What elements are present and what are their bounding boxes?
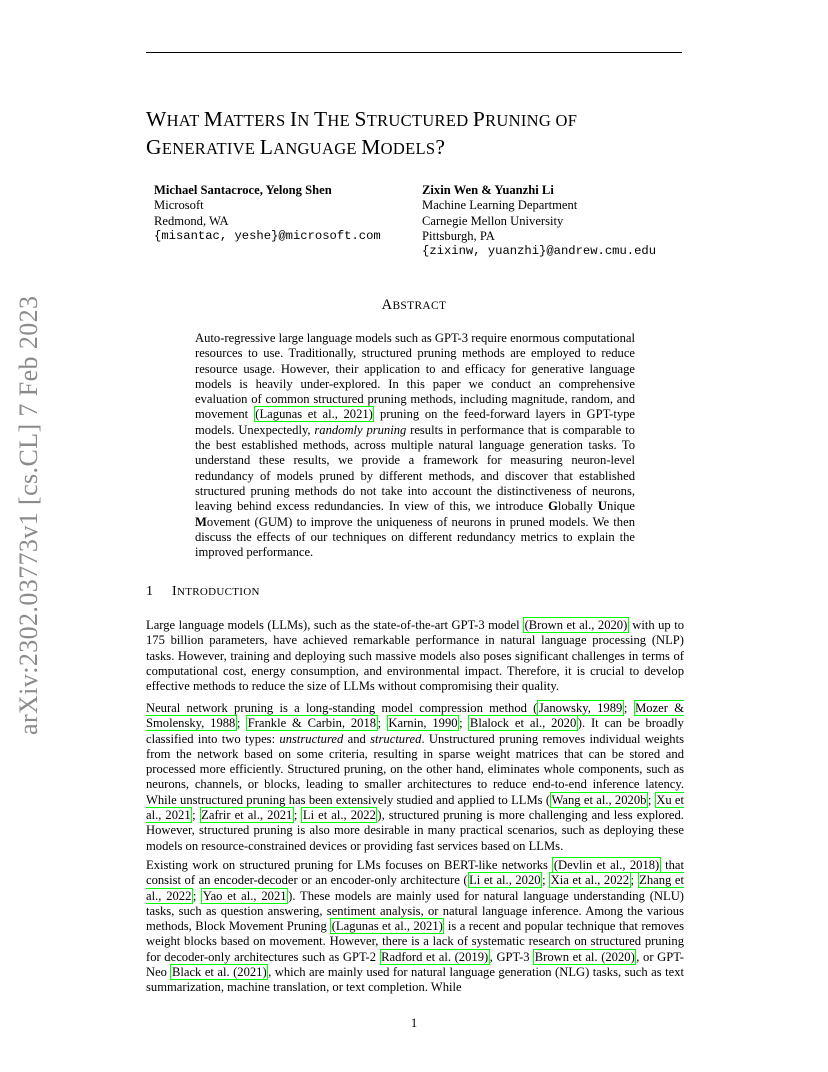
text-run: Auto-regressive large language models such as GPT-3 require enormous computational resources to use. Traditionally, structured pruning methods are employed to reduce resource usage. However, their application to and efficacy for generative language models is heavily under-explored. In this paper we conduct an comprehensive evaluation of common structured pruning methods, including magnitude, random, and movement: [195, 331, 635, 422]
citation-link[interactable]: Zhang et al., 2022: [146, 873, 684, 903]
title-capital: ?: [435, 135, 446, 159]
text-run: ;: [377, 716, 387, 731]
title-small-caps: HAT: [166, 111, 204, 130]
text-run: Existing work on structured pruning for LMs focuses on BERT-like networks: [146, 858, 553, 872]
text-run: , which are mainly used for natural language generation (NLG) tasks, such as text summarization, machine translation, or text completion. While: [146, 965, 684, 995]
text-run: ;: [630, 873, 638, 888]
author-names: Michael Santacroce, Yelong Shen: [154, 183, 332, 197]
bold-initial: U: [597, 499, 608, 514]
citation-link[interactable]: Zafrir et al., 2021: [201, 808, 293, 823]
section-title-initial: I: [172, 584, 177, 599]
text-run: results in performance that is comparable to the best established methods, across multiple natural language generation tasks. To understand these results, we provide a framework for measuring neuron-level redundancy of models pruned by different methods, and discover that established structured pruning methods do not take into account the distinctiveness of neurons, leaving behind excess redundancies. In view of this, we introduce: [195, 422, 635, 514]
emphasis-text: structured: [370, 731, 422, 746]
arxiv-identifier: arXiv:2302.03773v1 [cs.CL] 7 Feb 2023: [14, 295, 43, 735]
title-small-caps: ODELS: [380, 139, 436, 158]
author-block-right: [422, 183, 656, 259]
text-run: ). It can be broadly classified into two types:: [146, 716, 684, 746]
emphasis-text: randomly pruning: [314, 422, 407, 437]
text-run: ;: [192, 888, 202, 903]
citation-link[interactable]: Li et al., 2022: [302, 808, 376, 823]
text-run: and: [343, 731, 371, 746]
citation-link[interactable]: Xu et al., 2021: [146, 792, 684, 823]
text-run: Neural network pruning is a long-standing model compression method (: [146, 701, 538, 715]
text-run: ;: [623, 701, 634, 715]
text-run: with up to 175 billion parameters, have achieved remarkable performance in natural language processing (NLP) tasks. However, training and deploying such massive models also poses significant challenges in terms of computational cost, energy consumption, and environmental impact. Therefore, it is crucial to develop effective methods to reduce the size of LLMs without compromising their quality.: [146, 618, 684, 694]
title-line-1: [146, 106, 706, 134]
paragraph-1: [146, 618, 684, 694]
title-small-caps: RUNING OF: [485, 111, 578, 130]
text-run: ), structured pruning is more challenging and less explored. However, structured pruning is also more desirable in many practical scenarios, such as deploying these models on resource-constrained devices or providing fast services based on LLMs.: [146, 808, 684, 853]
citation-link[interactable]: (Lagunas et al., 2021): [331, 919, 443, 934]
title-capital: I: [289, 107, 298, 131]
abstract-heading-initial: A: [381, 297, 393, 313]
text-run: lobally: [557, 499, 598, 514]
section-title-rest: NTRODUCTION: [176, 586, 260, 598]
title-capital: P: [472, 107, 486, 131]
title-capital: T: [313, 107, 328, 131]
citation-link[interactable]: (Lagunas et al., 2021): [255, 407, 373, 422]
title-capital: W: [146, 107, 167, 131]
title-small-caps: TRUCTURED: [366, 111, 473, 130]
bold-initial: M: [195, 514, 207, 529]
text-run: ;: [459, 716, 469, 731]
text-run: , GPT-3: [489, 949, 534, 964]
author-email: {zixinw, yuanzhi}@andrew.cmu.edu: [422, 244, 657, 259]
citation-link[interactable]: Brown et al. (2020): [534, 949, 635, 964]
text-run: ;: [542, 873, 550, 888]
title-small-caps: HE: [327, 111, 355, 130]
citation-link[interactable]: Xia et al., 2022: [550, 873, 630, 888]
title-capital: M: [203, 107, 224, 131]
title-small-caps: ENERATIVE: [161, 139, 260, 158]
text-run: pruning on the feed-forward layers in GPT-type models. Unexpectedly,: [195, 407, 636, 437]
text-run: ovement (GUM) to improve the uniqueness of neurons in pruned models. We then discuss the effects of our techniques on different redundancy metrics to explain the improved performance.: [195, 514, 635, 560]
bold-initial: G: [548, 499, 558, 514]
abstract-heading-rest: BSTRACT: [392, 300, 447, 312]
citation-link[interactable]: Karnin, 1990: [388, 716, 458, 731]
title-small-caps: ATTERS: [223, 111, 290, 130]
citation-link[interactable]: Wang et al., 2020b: [551, 792, 647, 807]
citation-link[interactable]: Blalock et al., 2020: [469, 716, 577, 731]
title-small-caps: ANGUAGE: [273, 139, 362, 158]
citation-link[interactable]: Janowsky, 1989: [538, 701, 623, 715]
paper-title: [146, 106, 706, 162]
author-email: {misantac, yeshe}@microsoft.com: [154, 228, 381, 243]
text-run: that consist of an encoder-decoder or an encoder-only architecture (: [146, 858, 684, 888]
citation-link[interactable]: (Brown et al., 2020): [524, 618, 628, 632]
section-number: 1: [146, 584, 154, 599]
author-affiliation: Microsoft: [154, 198, 204, 213]
author-affiliation: Carnegie Mellon University: [422, 213, 564, 228]
paragraph-3: [146, 858, 684, 996]
citation-link[interactable]: Frankle & Carbin, 2018: [247, 716, 377, 731]
text-run: ;: [192, 808, 200, 823]
emphasis-text: unstructured: [279, 731, 344, 746]
paragraph-2: [146, 701, 684, 854]
title-line-2: [146, 134, 706, 162]
section-heading-introduction: [146, 584, 260, 600]
author-names: Zixin Wen & Yuanzhi Li: [422, 183, 554, 197]
text-run: ;: [293, 808, 302, 823]
citation-link[interactable]: Li et al., 2020: [469, 873, 541, 888]
title-capital: S: [354, 107, 367, 131]
citation-link[interactable]: Mozer & Smolensky, 1988: [146, 701, 685, 731]
text-run: ;: [647, 792, 655, 807]
citation-link[interactable]: Black et al. (2021): [171, 965, 267, 980]
text-run: ;: [236, 716, 247, 731]
text-run: nique: [607, 499, 635, 514]
top-rule: [146, 52, 682, 53]
page-number: 1: [410, 1016, 418, 1030]
citation-link[interactable]: (Devlin et al., 2018): [553, 858, 660, 872]
text-run: . Unstructured pruning removes individual weights from the network based on some criteria, resulting in sparse weight matrices that can be stored and processed more efficiently. Structured pruning, on the other hand, eliminates whole components, such as neurons, channels, or blocks, leading to smaller architectures to reduce end-to-end inference latency. While unstructured pruning has been extensively studied and applied to LLMs (: [146, 731, 685, 807]
text-run: is a recent and popular technique that removes weight blocks based on movement. However, there is a lack of systematic research on structured pruning for decoder-only architectures such as GPT-2: [146, 919, 685, 964]
title-small-caps: N: [297, 111, 314, 130]
abstract-body: [195, 331, 635, 560]
author-block-left: [154, 183, 381, 244]
text-run: , or GPT-Neo: [146, 949, 684, 980]
title-capital: M: [361, 135, 381, 159]
citation-link[interactable]: Radford et al. (2019): [381, 949, 489, 964]
abstract-heading: [0, 297, 828, 314]
title-capital: L: [259, 135, 274, 159]
citation-link[interactable]: Yao et al., 2021: [202, 888, 287, 903]
title-capital: G: [146, 135, 162, 159]
author-location: Redmond, WA: [154, 213, 229, 228]
author-location: Pittsburgh, PA: [422, 228, 495, 243]
text-run: Large language models (LLMs), such as the state-of-the-art GPT-3 model: [146, 618, 524, 632]
author-affiliation: Machine Learning Department: [422, 198, 578, 213]
text-run: ). These models are mainly used for natural language understanding (NLU) tasks, such as question answering, sentiment analysis, or natural language inference. Among the various methods, Block Movement Pruning: [146, 888, 684, 934]
